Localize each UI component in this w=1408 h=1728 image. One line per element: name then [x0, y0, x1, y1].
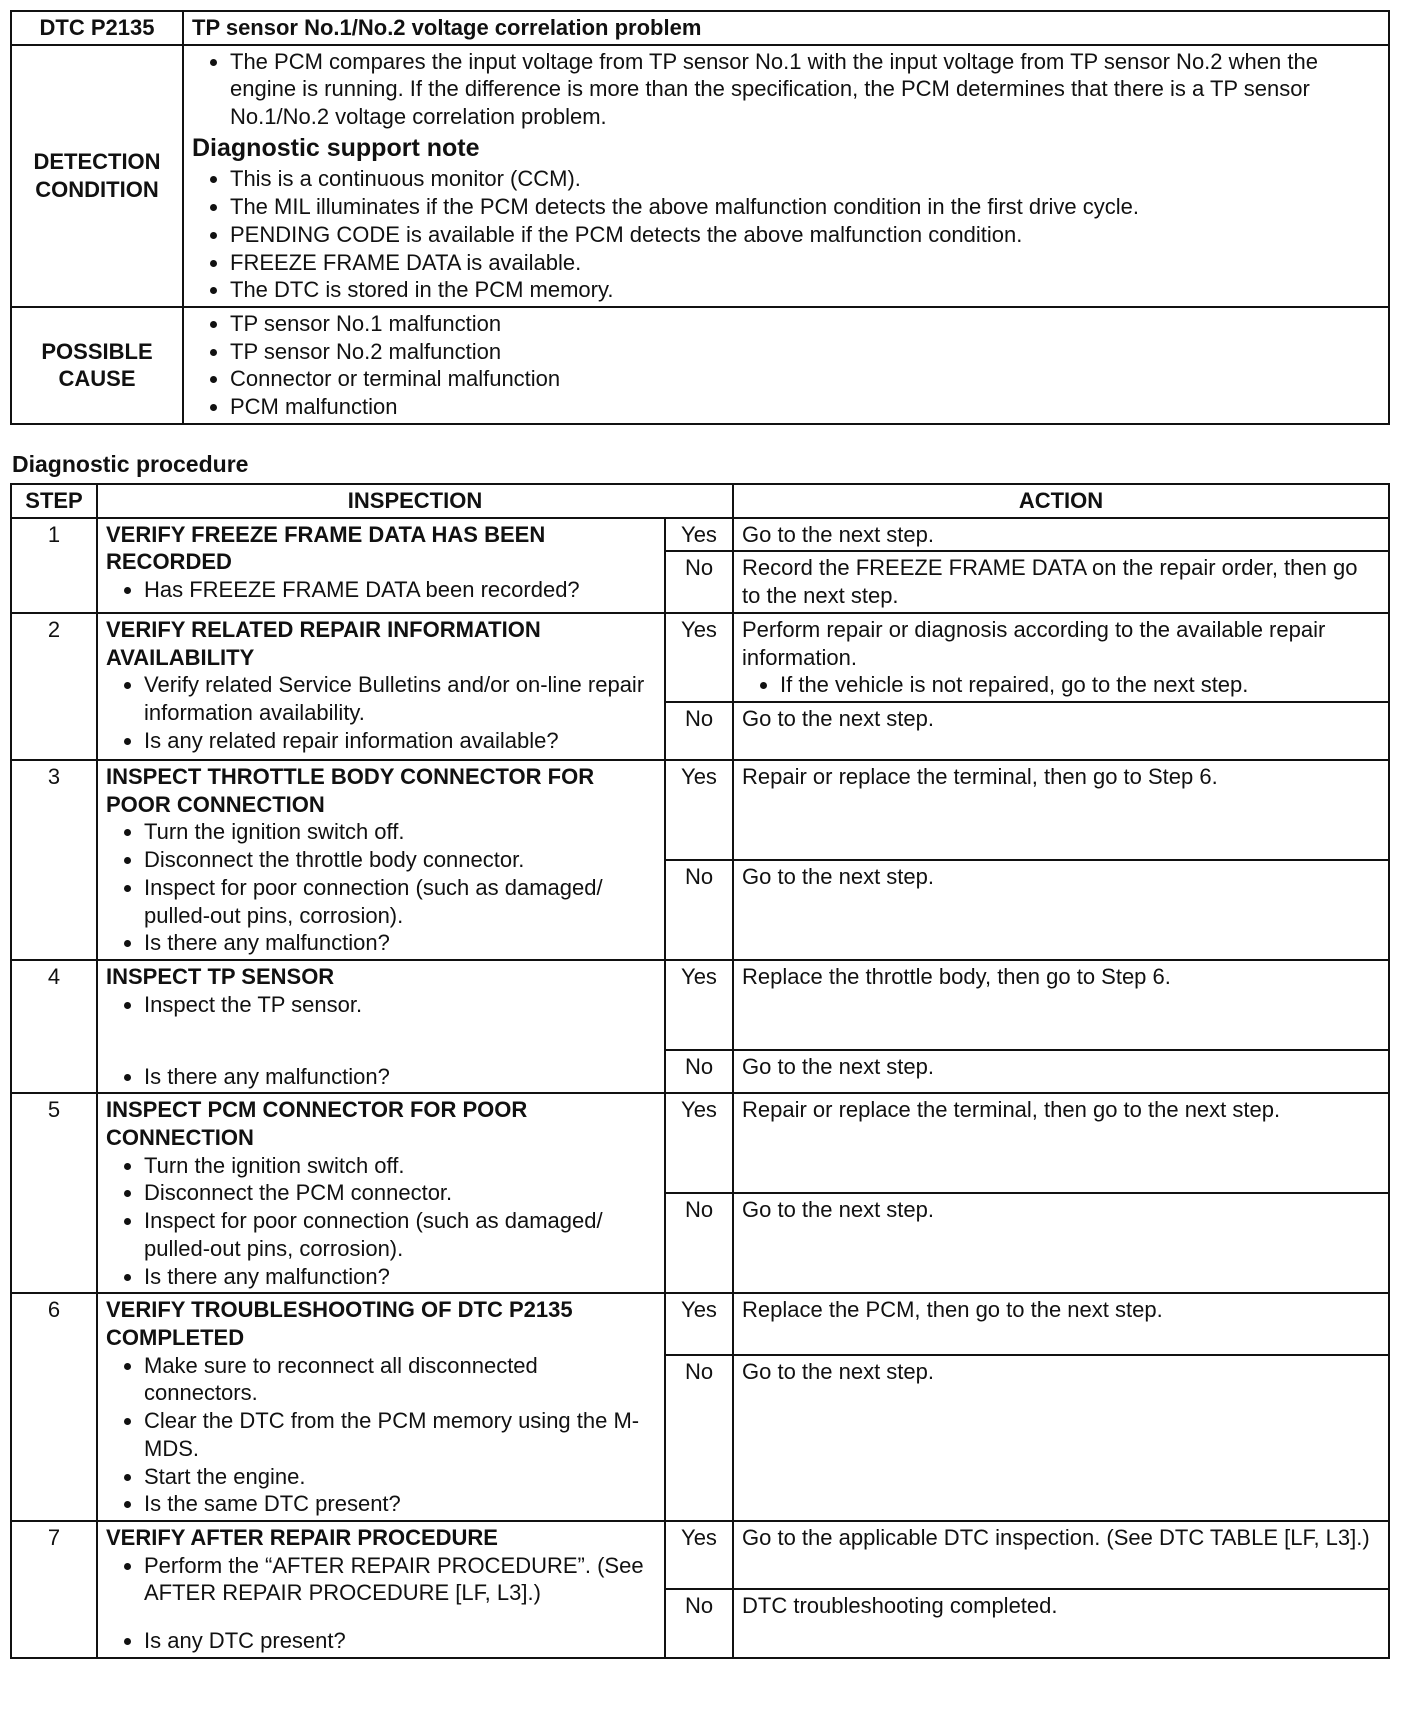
possible-cause-cell — [183, 307, 1389, 424]
inspection-bullet: • Is there any malfunction? — [144, 929, 656, 957]
inspection-cell — [97, 1521, 665, 1658]
no-action: Go to the next step. — [733, 702, 1389, 760]
step-number: 2 — [11, 613, 97, 760]
inspection-bullet: • Start the engine. — [144, 1463, 656, 1491]
support-note: • The DTC is stored in the PCM memory. — [230, 276, 1380, 304]
inspection-bullet: • Make sure to reconnect all disconnected connectors. — [144, 1352, 656, 1407]
dtc-title: TP sensor No.1/No.2 voltage correlation problem — [183, 11, 1389, 45]
yes-action: Repair or replace the terminal, then go to Step 6. — [733, 760, 1389, 860]
inspection-bullet: • Is any related repair information available? — [144, 727, 656, 755]
yes-action: Go to the applicable DTC inspection. (See DTC TABLE [LF, L3].) — [733, 1521, 1389, 1589]
yes-label: Yes — [665, 1293, 733, 1355]
cause-item: • TP sensor No.1 malfunction — [230, 310, 1380, 338]
inspection-bullet: • Is there any malfunction? — [144, 1063, 656, 1091]
yes-action: Go to the next step. — [733, 518, 1389, 552]
no-action: Go to the next step. — [733, 1050, 1389, 1093]
no-label: No — [665, 1355, 733, 1521]
inspection-cell — [97, 960, 665, 1093]
inspection-bullet: • Has FREEZE FRAME DATA been recorded? — [144, 576, 656, 604]
step-header: STEP — [11, 484, 97, 518]
step-title: INSPECT THROTTLE BODY CONNECTOR FOR POOR CONNECTION — [106, 764, 595, 817]
step-number: 4 — [11, 960, 97, 1093]
support-note: • PENDING CODE is available if the PCM detects the above malfunction condition. — [230, 221, 1380, 249]
inspection-cell — [97, 760, 665, 960]
support-note-heading: Diagnostic support note — [192, 133, 480, 162]
yes-label: Yes — [665, 760, 733, 860]
step-title: VERIFY RELATED REPAIR INFORMATION AVAILABILITY — [106, 616, 541, 670]
step-number: 6 — [11, 1293, 97, 1521]
step-row — [11, 760, 1389, 860]
no-action: Go to the next step. — [733, 860, 1389, 960]
no-label: No — [665, 551, 733, 612]
step-row — [11, 1521, 1389, 1589]
inspection-bullet: • Inspect for poor connection (such as damaged/ pulled-out pins, corrosion). — [144, 874, 656, 929]
step-row — [11, 518, 1389, 552]
support-note: • FREEZE FRAME DATA is available. — [230, 249, 1380, 277]
step-row — [11, 960, 1389, 1050]
no-action: DTC troubleshooting completed. — [733, 1589, 1389, 1657]
inspection-bullet: • Perform the “AFTER REPAIR PROCEDURE”. (See AFTER REPAIR PROCEDURE [LF, L3].) — [144, 1552, 656, 1607]
yes-action-sub: • If the vehicle is not repaired, go to the next step. — [780, 671, 1380, 699]
inspection-cell — [97, 613, 665, 760]
dtc-summary-table — [10, 10, 1390, 425]
no-label: No — [665, 1589, 733, 1657]
inspection-bullet: • Is any DTC present? — [144, 1627, 656, 1655]
step-title: INSPECT PCM CONNECTOR FOR POOR CONNECTION — [106, 1097, 528, 1150]
yes-action: Repair or replace the terminal, then go to the next step. — [733, 1093, 1389, 1193]
detection-condition-cell — [183, 45, 1389, 307]
detection-condition-label: DETECTION CONDITION — [11, 45, 183, 307]
step-number: 7 — [11, 1521, 97, 1658]
step-row — [11, 613, 1389, 702]
no-label: No — [665, 860, 733, 960]
step-number: 3 — [11, 760, 97, 960]
inspection-header: INSPECTION — [97, 484, 733, 518]
detection-text: • The PCM compares the input voltage from TP sensor No.1 with the input voltage from TP sensor No.2 when the engine is running. If the difference is more than the specification, the PCM determines that there is a TP sensor No.1/No.2 voltage correlation problem. — [230, 48, 1380, 131]
yes-action-cell — [733, 613, 1389, 702]
no-label: No — [665, 702, 733, 760]
inspection-bullet: • Disconnect the PCM connector. — [144, 1179, 656, 1207]
inspection-cell — [97, 1093, 665, 1293]
action-header: ACTION — [733, 484, 1389, 518]
no-action: Go to the next step. — [733, 1193, 1389, 1293]
possible-cause-label: POSSIBLE CAUSE — [11, 307, 183, 424]
yes-label: Yes — [665, 960, 733, 1050]
no-label: No — [665, 1193, 733, 1293]
yes-action: Replace the throttle body, then go to Step 6. — [733, 960, 1389, 1050]
procedure-heading: Diagnostic procedure — [12, 451, 249, 477]
inspection-bullet: • Clear the DTC from the PCM memory using the M-MDS. — [144, 1407, 656, 1462]
step-row — [11, 1293, 1389, 1355]
step-row — [11, 1093, 1389, 1193]
inspection-bullet: • Is there any malfunction? — [144, 1263, 656, 1291]
dtc-code: DTC P2135 — [11, 11, 183, 45]
no-label: No — [665, 1050, 733, 1093]
no-action: Record the FREEZE FRAME DATA on the repair order, then go to the next step. — [733, 551, 1389, 612]
yes-label: Yes — [665, 518, 733, 552]
step-number: 5 — [11, 1093, 97, 1293]
yes-action: Perform repair or diagnosis according to the available repair information. — [742, 616, 1326, 670]
diagnostic-procedure-table — [10, 483, 1390, 1659]
inspection-cell — [97, 1293, 665, 1521]
inspection-cell — [97, 518, 665, 613]
yes-label: Yes — [665, 1093, 733, 1193]
yes-label: Yes — [665, 1521, 733, 1589]
cause-item: • PCM malfunction — [230, 393, 1380, 421]
support-note: • The MIL illuminates if the PCM detects the above malfunction condition in the first drive cycle. — [230, 193, 1380, 221]
yes-action: Replace the PCM, then go to the next step. — [733, 1293, 1389, 1355]
inspection-bullet: • Verify related Service Bulletins and/or on-line repair information availability. — [144, 671, 656, 726]
inspection-bullet: • Disconnect the throttle body connector. — [144, 846, 656, 874]
step-title: INSPECT TP SENSOR — [106, 964, 335, 990]
cause-item: • Connector or terminal malfunction — [230, 365, 1380, 393]
inspection-bullet: • Turn the ignition switch off. — [144, 1152, 656, 1180]
inspection-bullet: • Is the same DTC present? — [144, 1490, 656, 1518]
cause-item: • TP sensor No.2 malfunction — [230, 338, 1380, 366]
inspection-bullet: • Turn the ignition switch off. — [144, 818, 656, 846]
step-title: VERIFY TROUBLESHOOTING OF DTC P2135 COMPLETED — [106, 1297, 573, 1350]
no-action: Go to the next step. — [733, 1355, 1389, 1521]
step-title: VERIFY FREEZE FRAME DATA HAS BEEN RECORDED — [106, 521, 546, 575]
step-number: 1 — [11, 518, 97, 613]
inspection-bullet: • Inspect for poor connection (such as damaged/ pulled-out pins, corrosion). — [144, 1207, 656, 1262]
inspection-bullet: • Inspect the TP sensor. — [144, 991, 656, 1019]
support-note: • This is a continuous monitor (CCM). — [230, 165, 1380, 193]
yes-label: Yes — [665, 613, 733, 702]
step-title: VERIFY AFTER REPAIR PROCEDURE — [106, 1525, 498, 1550]
